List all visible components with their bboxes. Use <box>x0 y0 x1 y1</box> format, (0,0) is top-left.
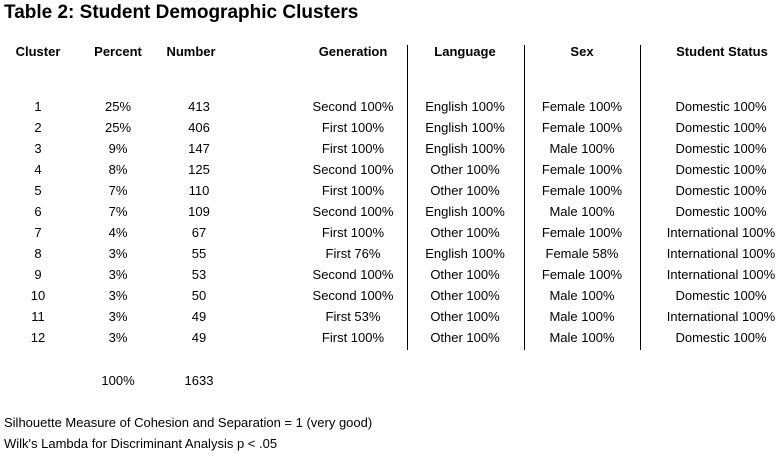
cell-cluster: 12 <box>30 330 46 345</box>
cell-cluster: 4 <box>34 162 42 177</box>
cell-percent: 3% <box>108 330 128 345</box>
cell-percent: 3% <box>108 267 128 282</box>
cell-percent: 7% <box>108 204 128 219</box>
table-row <box>0 140 783 161</box>
table-row <box>0 224 783 245</box>
cell-generation: First 100% <box>321 183 385 198</box>
table-title: Table 2: Student Demographic Clusters <box>4 2 359 23</box>
table-row <box>0 161 783 182</box>
cell-student-status: International 100% <box>666 309 776 324</box>
cell-number: 67 <box>191 225 207 240</box>
cell-generation: Second 100% <box>312 99 394 114</box>
table-row <box>0 287 783 308</box>
cell-number: 55 <box>191 246 207 261</box>
cell-number: 50 <box>191 288 207 303</box>
cell-language: Other 100% <box>430 330 500 345</box>
cell-language: English 100% <box>425 141 505 156</box>
cell-sex: Female 100% <box>541 162 623 177</box>
header-cluster: Cluster <box>15 44 61 59</box>
cell-sex: Male 100% <box>549 141 615 156</box>
table-row <box>0 329 783 350</box>
cell-sex: Male 100% <box>549 309 615 324</box>
cell-language: Other 100% <box>430 225 500 240</box>
cell-language: Other 100% <box>430 288 500 303</box>
cell-percent: 4% <box>108 225 128 240</box>
total-percent: 100% <box>101 373 135 388</box>
cell-cluster: 8 <box>34 246 42 261</box>
cell-language: English 100% <box>425 246 505 261</box>
wilks-lambda-note: Wilk's Lambda for Discriminant Analysis p < .05 <box>4 436 278 451</box>
cell-number: 147 <box>188 141 210 156</box>
cell-student-status: Domestic 100% <box>675 183 767 198</box>
cell-student-status: International 100% <box>666 267 776 282</box>
cell-cluster: 9 <box>34 267 42 282</box>
header-language: Language <box>434 44 496 59</box>
table-row <box>0 308 783 329</box>
cell-percent: 3% <box>108 246 128 261</box>
cell-sex: Male 100% <box>549 204 615 219</box>
cell-number: 110 <box>188 183 210 198</box>
cell-sex: Female 100% <box>541 183 623 198</box>
cell-student-status: Domestic 100% <box>675 330 767 345</box>
cell-number: 49 <box>191 330 207 345</box>
cell-language: English 100% <box>425 99 505 114</box>
cell-student-status: Domestic 100% <box>675 162 767 177</box>
cell-cluster: 11 <box>31 309 45 324</box>
table-row <box>0 182 783 203</box>
cell-language: English 100% <box>425 120 505 135</box>
cell-language: Other 100% <box>430 162 500 177</box>
cell-cluster: 7 <box>34 225 42 240</box>
cell-sex: Female 58% <box>545 246 619 261</box>
cell-cluster: 5 <box>34 183 42 198</box>
cell-cluster: 3 <box>34 141 42 156</box>
header-percent: Percent <box>94 44 142 59</box>
cell-percent: 25% <box>104 120 132 135</box>
cell-student-status: Domestic 100% <box>675 204 767 219</box>
cell-sex: Female 100% <box>541 99 623 114</box>
cell-language: Other 100% <box>430 183 500 198</box>
cell-generation: Second 100% <box>312 162 394 177</box>
cell-generation: First 100% <box>321 120 385 135</box>
cell-generation: First 53% <box>325 309 381 324</box>
cell-generation: First 100% <box>321 141 385 156</box>
cell-student-status: Domestic 100% <box>675 120 767 135</box>
cell-percent: 7% <box>108 183 128 198</box>
silhouette-note: Silhouette Measure of Cohesion and Separation = 1 (very good) <box>4 415 373 430</box>
cell-percent: 25% <box>104 99 132 114</box>
cell-sex: Male 100% <box>549 288 615 303</box>
cell-sex: Female 100% <box>541 120 623 135</box>
cell-number: 49 <box>191 309 207 324</box>
cell-sex: Female 100% <box>541 225 623 240</box>
cell-number: 413 <box>188 99 210 114</box>
table-row <box>0 266 783 287</box>
cell-number: 109 <box>188 204 210 219</box>
cell-generation: Second 100% <box>312 204 394 219</box>
cell-student-status: Domestic 100% <box>675 99 767 114</box>
cell-percent: 3% <box>108 309 128 324</box>
header-sex: Sex <box>570 44 594 59</box>
cell-percent: 9% <box>108 141 128 156</box>
cell-number: 125 <box>188 162 210 177</box>
table-row <box>0 245 783 266</box>
cell-generation: Second 100% <box>312 267 394 282</box>
cell-cluster: 2 <box>34 120 42 135</box>
header-number: Number <box>166 44 216 59</box>
cell-student-status: Domestic 100% <box>675 141 767 156</box>
cell-student-status: International 100% <box>666 225 776 240</box>
table-row <box>0 98 783 119</box>
cell-student-status: International 100% <box>666 246 776 261</box>
cell-percent: 3% <box>108 288 128 303</box>
cell-sex: Female 100% <box>541 267 623 282</box>
cell-language: Other 100% <box>430 267 500 282</box>
cell-sex: Male 100% <box>549 330 615 345</box>
table-row <box>0 203 783 224</box>
cell-language: English 100% <box>425 204 505 219</box>
cell-language: Other 100% <box>430 309 500 324</box>
total-number: 1633 <box>184 373 214 388</box>
header-student-status: Student Status <box>676 44 768 59</box>
cell-generation: First 76% <box>325 246 381 261</box>
cell-cluster: 10 <box>30 288 46 303</box>
cell-student-status: Domestic 100% <box>675 288 767 303</box>
cell-number: 53 <box>191 267 207 282</box>
cell-cluster: 6 <box>34 204 42 219</box>
table-row <box>0 119 783 140</box>
cell-generation: First 100% <box>321 225 385 240</box>
cell-percent: 8% <box>108 162 128 177</box>
cell-generation: First 100% <box>321 330 385 345</box>
header-generation: Generation <box>318 44 388 59</box>
cell-number: 406 <box>188 120 210 135</box>
cell-generation: Second 100% <box>312 288 394 303</box>
cell-cluster: 1 <box>34 99 42 114</box>
